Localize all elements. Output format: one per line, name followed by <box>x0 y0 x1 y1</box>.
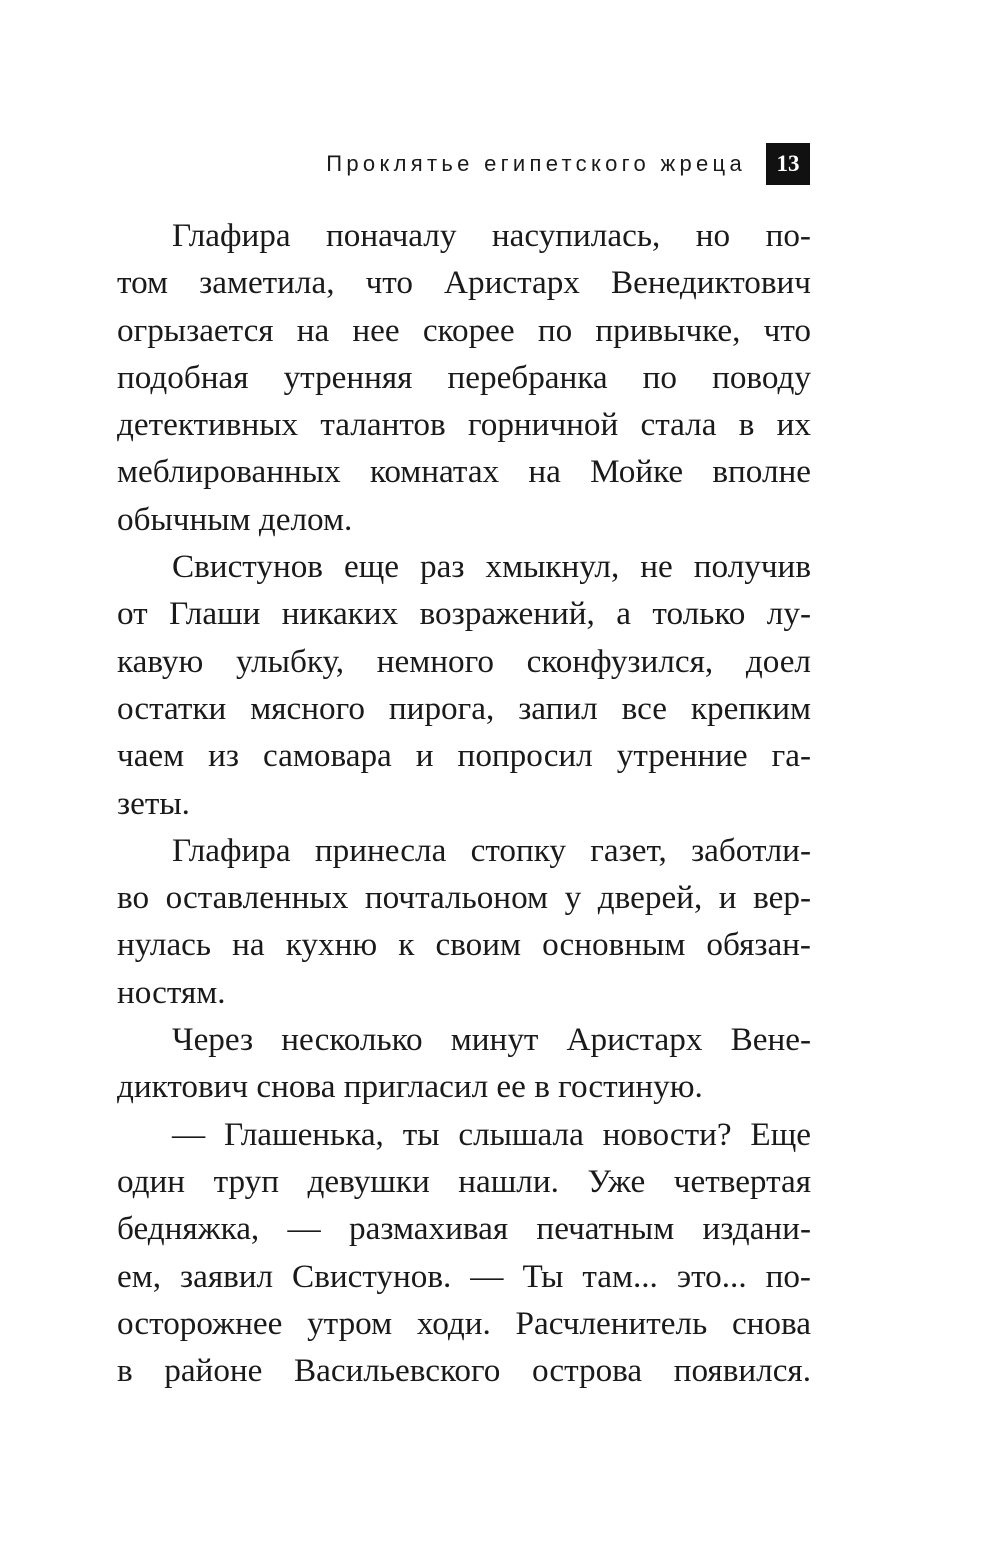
text-line: Свистунов еще раз хмыкнул, не получив <box>172 548 811 586</box>
text-line: осторожнее утром ходи. Расчленитель снова <box>117 1304 811 1342</box>
text-line: зеты. <box>117 784 190 822</box>
text-line: том заметила, что Аристарх Венедиктович <box>117 264 811 302</box>
text-line: подобная утренняя перебранка по поводу <box>117 358 811 396</box>
text-line: Глафира принесла стопку газет, заботли- <box>172 831 811 869</box>
text-line: в районе Васильевского острова появился. <box>117 1352 811 1390</box>
text-line: ностям. <box>117 973 226 1011</box>
text-line: один труп девушки нашли. Уже четвертая <box>117 1162 811 1200</box>
paragraph <box>117 543 811 827</box>
text-line: Через несколько минут Аристарх Вене- <box>172 1021 811 1059</box>
text-line: от Глаши никаких возражений, а только лу- <box>117 595 811 633</box>
paragraph <box>117 1111 811 1395</box>
text-line: кавую улыбку, немного сконфузился, доел <box>117 642 811 680</box>
text-line: нулась на кухню к своим основным обязан- <box>117 926 811 964</box>
paragraph <box>117 1016 811 1111</box>
text-line: огрызается на нее скорее по привычке, что <box>117 311 811 349</box>
body-text <box>117 212 811 1394</box>
running-title: Проклятье египетского жреца <box>326 151 746 176</box>
text-line: обычным делом. <box>117 500 353 538</box>
text-line: меблированных комнатах на Мойке вполне <box>117 453 811 491</box>
page-number: 13 <box>766 143 810 185</box>
text-line: Глафира поначалу насупилась, но по- <box>172 217 811 254</box>
text-line: чаем из самовара и попросил утренние га- <box>117 737 811 775</box>
running-head <box>118 143 810 185</box>
text-line: во оставленных почтальоном у дверей, и вер- <box>117 879 811 917</box>
paragraph <box>117 212 811 543</box>
text-line: — Глашенька, ты слышала новости? Еще <box>172 1115 811 1153</box>
text-line: бедняжка, — размахивая печатным издани- <box>117 1210 811 1248</box>
paragraph <box>117 827 811 1016</box>
text-line: ем, заявил Свистунов. — Ты там... это... по- <box>117 1257 811 1295</box>
text-line: диктович снова пригласил ее в гостиную. <box>117 1068 703 1106</box>
text-line: детективных талантов горничной стала в их <box>117 406 811 444</box>
text-line: остатки мясного пирога, запил все крепким <box>117 689 811 727</box>
